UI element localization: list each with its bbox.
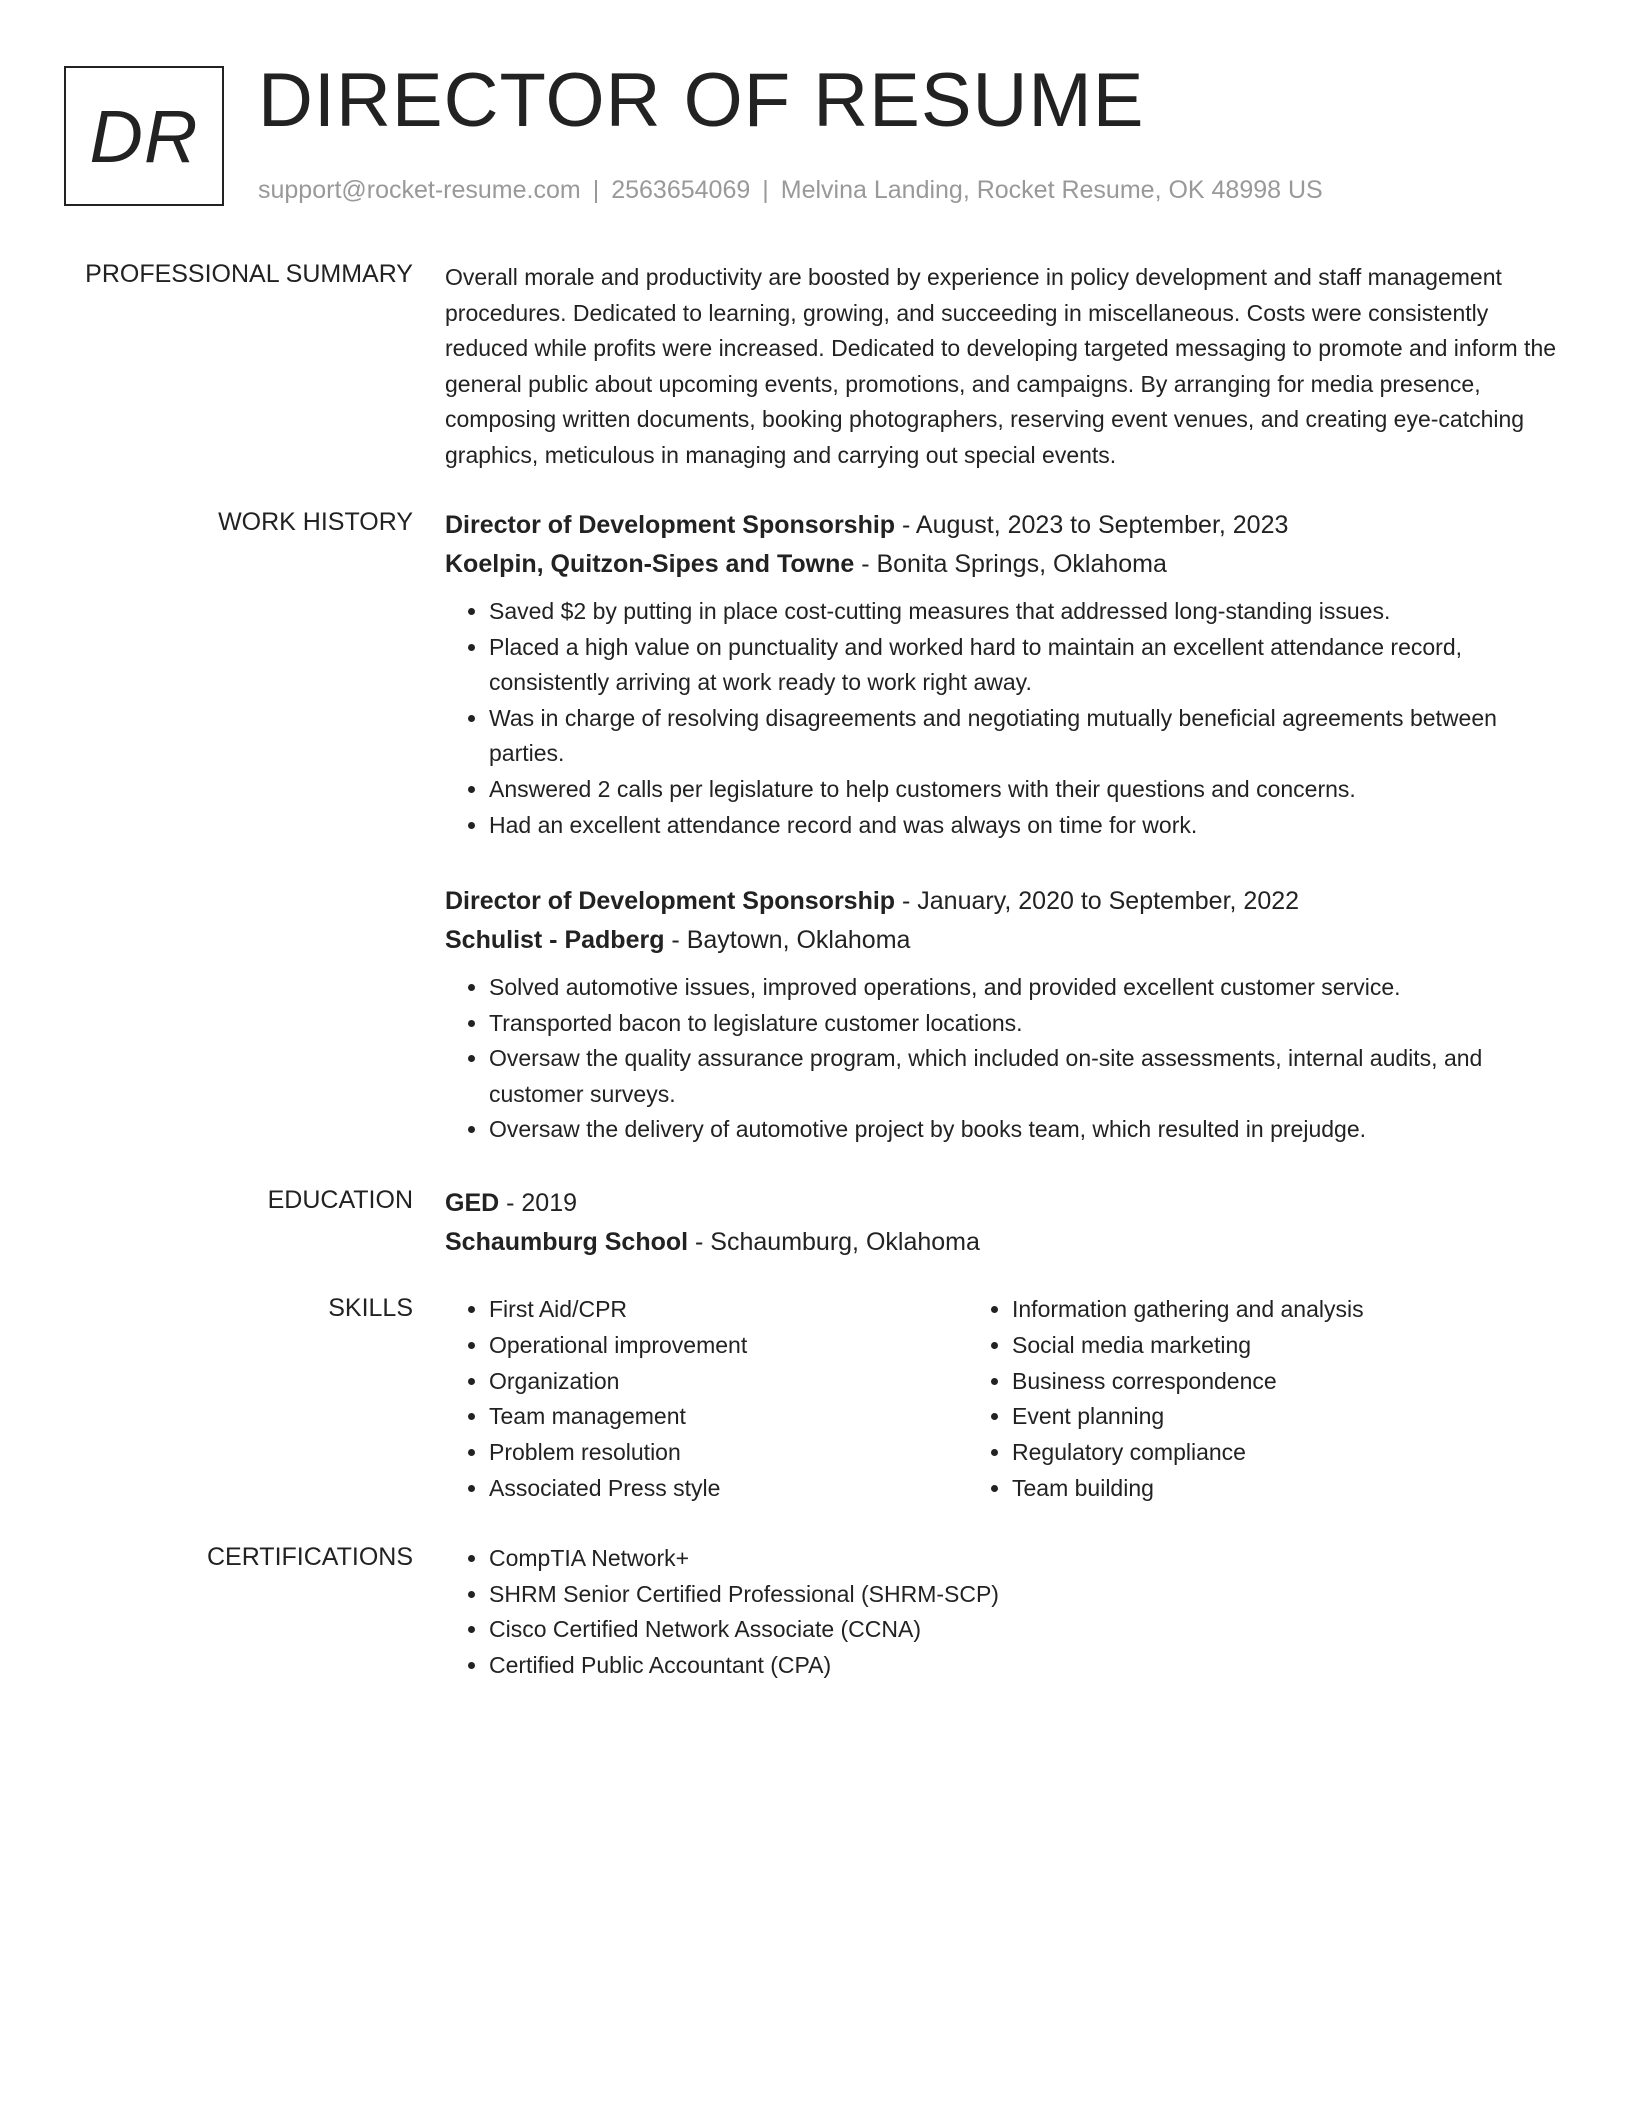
- education-body: [445, 1184, 1560, 1262]
- education-school-line: [445, 1223, 1560, 1262]
- job-company: Schulist - Padberg: [445, 926, 665, 954]
- job-bullet: • Had an excellent attendance record and was always on time for work.: [489, 808, 1560, 844]
- contact-email: support@rocket-resume.com: [258, 176, 581, 204]
- work-heading: WORK HISTORY: [218, 508, 413, 536]
- skill-item: • Social media marketing: [1012, 1328, 1453, 1364]
- job-title: Director of Development Sponsorship: [445, 887, 896, 915]
- resume-name: DIRECTOR OF RESUME: [258, 58, 1145, 143]
- contact-phone: 2563654069: [611, 176, 751, 204]
- certification-item: • CompTIA Network+: [489, 1541, 1560, 1577]
- skill-item: • Organization: [489, 1364, 949, 1400]
- contact-separator: |: [592, 176, 600, 204]
- work-body: [445, 882, 1560, 1148]
- job-bullet: • Answered 2 calls per legislature to help customers with their questions and concerns.: [489, 772, 1560, 808]
- skill-item: • First Aid/CPR: [489, 1292, 949, 1328]
- skill-item: • Information gathering and analysis: [1012, 1292, 1453, 1328]
- education-heading: EDUCATION: [267, 1186, 413, 1214]
- summary-text: Overall morale and productivity are boosted by experience in policy development and staff management procedures. Dedicated to learning, growing, and succeeding in miscellaneous. Costs were consistently reduced while profits were increased. Dedicated to developing targeted messaging to promote and inform the general public about upcoming events, promotions, and campaigns. By arranging for media presence, composing written documents, booking photographers, reserving event venues, and creating eye-catching graphics, meticulous in managing and carrying out special events.: [445, 264, 1557, 468]
- job-entry: [445, 882, 1560, 1148]
- job-location: - Bonita Springs, Oklahoma: [854, 550, 1167, 578]
- skill-item: • Problem resolution: [489, 1435, 949, 1471]
- job-company-line: [445, 921, 1560, 960]
- job-bullet: • Saved $2 by putting in place cost-cutting measures that addressed long-standing issues.: [489, 594, 1560, 630]
- job-title: Director of Development Sponsorship: [445, 511, 896, 539]
- certifications-list: [445, 1541, 1560, 1683]
- job-dates: - January, 2020 to September, 2022: [895, 887, 1300, 915]
- education-degree-line: [445, 1184, 1560, 1223]
- certification-item: • Certified Public Accountant (CPA): [489, 1648, 1560, 1684]
- skills-list-right: [949, 1292, 1453, 1507]
- job-title-line: [445, 882, 1560, 921]
- job-bullet: • Oversaw the delivery of automotive project by books team, which resulted in prejudge.: [489, 1112, 1560, 1148]
- contact-address: Melvina Landing, Rocket Resume, OK 48998 US: [780, 176, 1323, 204]
- job-bullet: • Oversaw the quality assurance program, which included on-site assessments, internal audits, and customer surveys.: [489, 1041, 1560, 1112]
- job-entry: [445, 506, 1560, 843]
- job-location: - Baytown, Oklahoma: [664, 926, 911, 954]
- job-dates: - August, 2023 to September, 2023: [895, 511, 1289, 539]
- skills-body: [445, 1292, 1560, 1507]
- skills-list-left: [445, 1292, 949, 1507]
- job-bullet: • Transported bacon to legislature customer locations.: [489, 1006, 1560, 1042]
- certification-item: • SHRM Senior Certified Professional (SHRM-SCP): [489, 1577, 1560, 1613]
- contact-line: [258, 174, 1323, 206]
- job-bullet: • Was in charge of resolving disagreements and negotiating mutually beneficial agreements between parties.: [489, 701, 1560, 772]
- job-bullet: • Solved automotive issues, improved operations, and provided excellent customer service.: [489, 970, 1560, 1006]
- skill-item: • Associated Press style: [489, 1471, 949, 1507]
- education-year: - 2019: [499, 1189, 578, 1217]
- summary-heading: PROFESSIONAL SUMMARY: [85, 260, 413, 288]
- work-body: [445, 506, 1560, 843]
- job-company: Koelpin, Quitzon-Sipes and Towne: [445, 550, 855, 578]
- skill-item: • Regulatory compliance: [1012, 1435, 1453, 1471]
- job-bullets: [445, 970, 1560, 1148]
- education-location: - Schaumburg, Oklahoma: [688, 1228, 980, 1256]
- skill-item: • Event planning: [1012, 1399, 1453, 1435]
- skill-item: • Operational improvement: [489, 1328, 949, 1364]
- certifications-body: [445, 1541, 1560, 1683]
- job-title-line: [445, 506, 1560, 545]
- education-degree: GED: [445, 1189, 500, 1217]
- education-school: Schaumburg School: [445, 1228, 689, 1256]
- monogram-text: DR: [89, 94, 199, 178]
- job-bullet: • Placed a high value on punctuality and worked hard to maintain an excellent attendance record, consistently arriving at work ready to work right away.: [489, 630, 1560, 701]
- summary-body: [445, 258, 1560, 474]
- contact-separator: |: [762, 176, 769, 204]
- skill-item: • Team management: [489, 1399, 949, 1435]
- job-company-line: [445, 545, 1560, 584]
- skill-item: • Business correspondence: [1012, 1364, 1453, 1400]
- certification-item: • Cisco Certified Network Associate (CCNA): [489, 1612, 1560, 1648]
- skills-heading: SKILLS: [328, 1294, 413, 1322]
- skill-item: • Team building: [1012, 1471, 1453, 1507]
- monogram-box: [64, 66, 224, 206]
- certifications-heading: CERTIFICATIONS: [206, 1543, 413, 1571]
- job-bullets: [445, 594, 1560, 843]
